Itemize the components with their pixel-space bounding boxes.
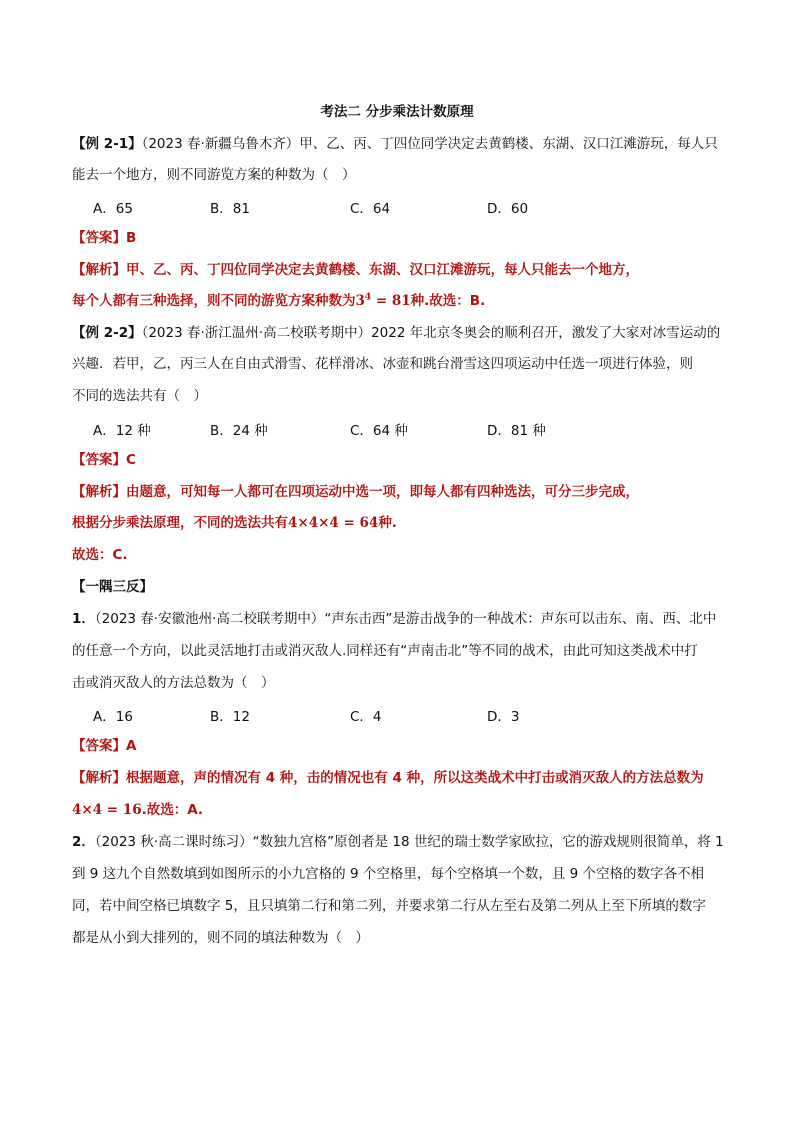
question-text: “数独九宫格”原创者是 18 世纪的瑞士数学家欧拉，它的游戏规则很简单，将 1: [252, 834, 724, 850]
option-b: B．24 种: [210, 423, 268, 439]
analysis-text: 由题意，可知每一人都可在四项运动中选一项，即每人都有四种选法，可分三步完成，: [126, 484, 639, 500]
example-2-2-analysis-line-1: [72, 482, 732, 502]
problem-source: （2023 秋·高二课时练习）: [94, 834, 253, 850]
example-2-2-analysis-line-3: 故选：C.: [72, 547, 128, 563]
problem-1-line-1: [72, 609, 732, 629]
option-c: C．64 种: [350, 423, 408, 439]
problem-1-line-3: 击或消灭敌人的方法总数为（ ）: [72, 675, 275, 691]
example-2-2-line-2: 兴趣．若甲，乙，丙三人在自由式滑雪、花样滑冰、冰壶和跳台滑雪这四项运动中任选一项进行体验，则: [72, 356, 693, 372]
problem-number: 1．: [72, 611, 95, 627]
analysis-text: 种.故选：B.: [410, 293, 486, 309]
answer-value: B: [126, 230, 137, 246]
problem-2-line-4: 都是从小到大排列的，则不同的填法种数为（ ）: [72, 930, 369, 946]
option-b: B．81: [210, 201, 250, 217]
answer-label: 【答案】: [72, 230, 126, 246]
option-d: D．3: [487, 709, 520, 725]
problem-1-options: [93, 705, 693, 725]
analysis-label: 【解析】: [72, 262, 126, 278]
analysis-text: 每个人都有三种选择，则不同的游览方案种数为: [72, 293, 356, 309]
problem-source: （2023 春·安徽池州·高二校联考期中）: [94, 611, 325, 627]
section-heading: 【一隅三反】: [72, 579, 153, 595]
question-text: 甲、乙、丙、丁四位同学决定去黄鹤楼、东湖、汉口江滩游玩，每人只: [299, 136, 718, 152]
example-2-1-answer: [72, 228, 732, 248]
analysis-label: 【解析】: [72, 770, 126, 786]
formula: 4×4×4 = 64: [288, 515, 379, 531]
option-a: A．16: [93, 709, 133, 725]
example-2-2-answer: [72, 450, 732, 470]
problem-1-analysis-line-1: [72, 768, 732, 788]
example-tag: 【例 2-2】: [72, 325, 142, 341]
formula-exponent: 4: [364, 292, 372, 303]
formula-base: 3: [355, 293, 365, 309]
example-2-2-line-3: 不同的选法共有（ ）: [72, 388, 207, 404]
page-title: 考法二 分步乘法计数原理: [320, 104, 474, 120]
example-source: （2023 春·新疆乌鲁木齐）: [141, 136, 300, 152]
example-2-2-analysis-line-2: [72, 513, 732, 533]
example-2-1-analysis-line-2: [72, 291, 732, 311]
analysis-text: .故选：A.: [141, 802, 204, 818]
example-2-1-line-2: 能去一个地方，则不同游览方案的种数为（ ）: [72, 167, 356, 183]
analysis-text: 甲、乙、丙、丁四位同学决定去黄鹤楼、东湖、汉口江滩游玩，每人只能去一个地方，: [126, 262, 639, 278]
problem-2-line-3: 同，若中间空格已填数字 5，且只填第二行和第二列，并要求第二行从左至右及第二列从上至下所填的数字: [72, 898, 706, 914]
problem-2-line-2: 到 9 这九个自然数填到如图所示的小九宫格的 9 个空格里，每个空格填一个数，且 9 个空格的数字各不相: [72, 866, 705, 882]
problem-2-line-1: [72, 832, 732, 852]
example-tag: 【例 2-1】: [72, 136, 142, 152]
option-d: D．60: [487, 201, 529, 217]
problem-1-line-2: 的任意一个方向，以此灵活地打击或消灭敌人.同样还有“声南击北”等不同的战术，由此可知这类战术中打: [72, 643, 698, 659]
formula: 4×4 = 16: [72, 802, 142, 818]
analysis-text: 根据分步乘法原理，不同的选法共有: [72, 515, 288, 531]
formula-result: = 81: [371, 293, 411, 309]
answer-value: A: [126, 738, 137, 754]
answer-label: 【答案】: [72, 452, 126, 468]
problem-number: 2．: [72, 834, 95, 850]
option-d: D．81 种: [487, 423, 546, 439]
example-2-2-line-1: [72, 323, 732, 343]
answer-value: C: [126, 452, 136, 468]
problem-1-answer: [72, 736, 732, 756]
example-source: （2023 春·浙江温州·高二校联考期中）: [141, 325, 372, 341]
example-2-1-line-1: [72, 134, 732, 154]
option-c: C．64: [350, 201, 391, 217]
analysis-text: 种.: [378, 515, 397, 531]
question-text: 2022 年北京冬奥会的顺利召开，激发了大家对冰雪运动的: [371, 325, 721, 341]
example-2-1-analysis-line-1: [72, 260, 732, 280]
option-b: B．12: [210, 709, 250, 725]
option-a: A．12 种: [93, 423, 151, 439]
answer-label: 【答案】: [72, 738, 126, 754]
example-2-2-options: [93, 419, 693, 439]
question-text: “声东击西”是游击战争的一种战术：声东可以击东、南、西、北中: [324, 611, 717, 627]
analysis-text: 根据题意，声的情况有 4 种，击的情况也有 4 种，所以这类战术中打击或消灭敌人的方法总数为: [126, 770, 704, 786]
option-c: C．4: [350, 709, 382, 725]
analysis-label: 【解析】: [72, 484, 126, 500]
problem-1-analysis-line-2: [72, 800, 732, 820]
example-2-1-options: [93, 197, 693, 217]
option-a: A．65: [93, 201, 133, 217]
